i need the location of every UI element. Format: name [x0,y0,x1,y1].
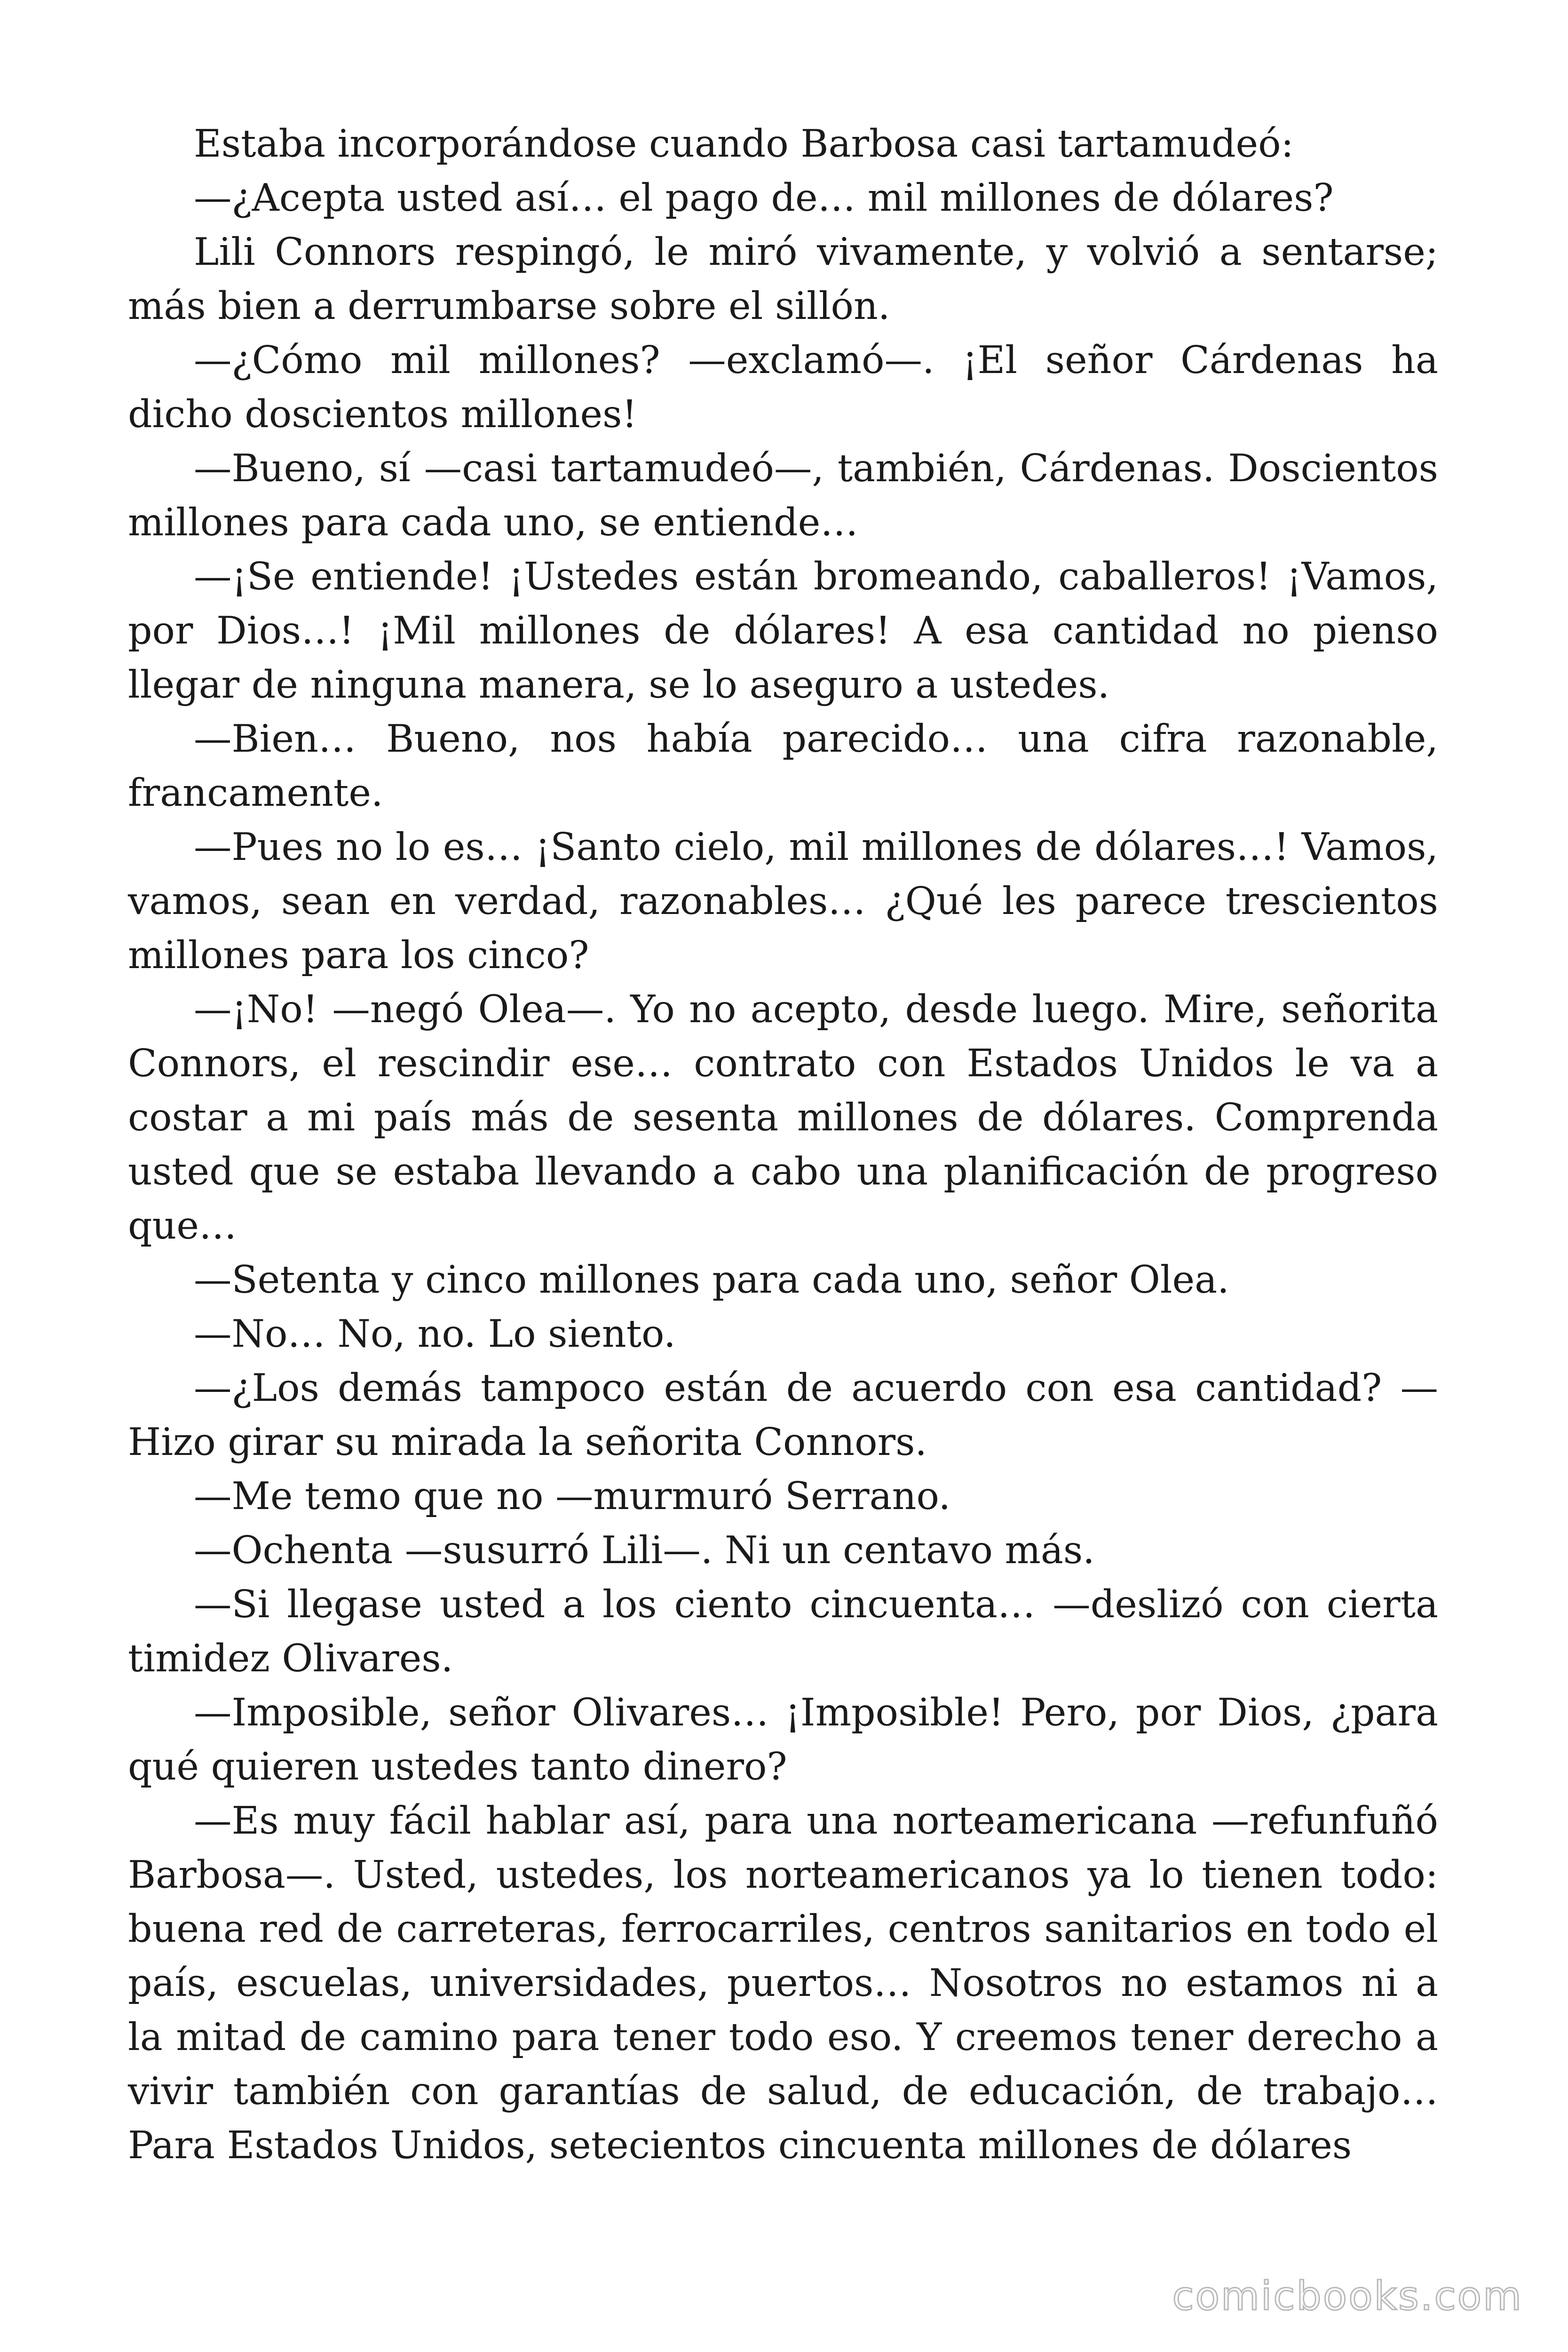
watermark: comicbooks.com [1172,2273,1523,2319]
paragraph: —Bien… Bueno, nos había parecido… una cifra razonable, francamente. [128,716,1438,815]
paragraph: —Si llegase usted a los ciento cincuenta… —deslizó con cierta timidez Olivares. [128,1582,1438,1680]
paragraph: —Ochenta —susurró Lili—. Ni un centavo más. [194,1528,1095,1572]
paragraph: —¿Cómo mil millones? —exclamó—. ¡El señor Cárdenas ha dicho doscientos millones! [128,338,1438,436]
paragraph: —¿Los demás tampoco están de acuerdo con esa cantidad? —Hizo girar su mirada la señorita Connors. [128,1366,1438,1464]
page-body [128,117,1438,2172]
paragraph: Estaba incorporándose cuando Barbosa casi tartamudeó: [194,121,1294,166]
paragraph: —No… No, no. Lo siento. [194,1311,676,1356]
paragraph: —Es muy fácil hablar así, para una norteamericana —refunfuñó Barbosa—. Usted, ustedes, los norteamericanos ya lo tienen todo: buena red de carreteras, ferrocarriles, centros sanitarios en todo el país, escuelas, universidades, puertos… Nosotros no estamos ni a la mitad de camino para tener todo eso. Y creemos tener derecho a vivir también con garantías de salud, de educación, de trabajo… Para Estados Unidos, setecientos cincuenta millones de dólares [128,1798,1438,2167]
paragraph: —Me temo que no —murmuró Serrano. [194,1474,951,1518]
paragraph: —Pues no lo es… ¡Santo cielo, mil millones de dólares…! Vamos, vamos, sean en verdad, razonables… ¿Qué les parece trescientos millones para los cinco? [128,825,1438,977]
paragraph: —¿Acepta usted así… el pago de… mil millones de dólares? [194,175,1334,220]
paragraph: —Bueno, sí —casi tartamudeó—, también, Cárdenas. Doscientos millones para cada uno, se entiende… [128,446,1438,544]
paragraph: —Imposible, señor Olivares… ¡Imposible! Pero, por Dios, ¿para qué quieren ustedes tanto dinero? [128,1690,1438,1788]
paragraph: —Setenta y cinco millones para cada uno, señor Olea. [194,1257,1229,1302]
paragraph: —¡No! —negó Olea—. Yo no acepto, desde luego. Mire, señorita Connors, el rescindir ese… contrato con Estados Unidos le va a costar a mi país más de sesenta millones de dólares. Comprenda usted que se estaba llevando a cabo una planificación de progreso que… [128,987,1438,1248]
paragraph: Lili Connors respingó, le miró vivamente, y volvió a sentarse; más bien a derrumbarse sobre el sillón. [128,230,1438,328]
paragraph: —¡Se entiende! ¡Ustedes están bromeando, caballeros! ¡Vamos, por Dios…! ¡Mil millones de dólares! A esa cantidad no pienso llegar de ninguna manera, se lo aseguro a ustedes. [128,554,1438,707]
